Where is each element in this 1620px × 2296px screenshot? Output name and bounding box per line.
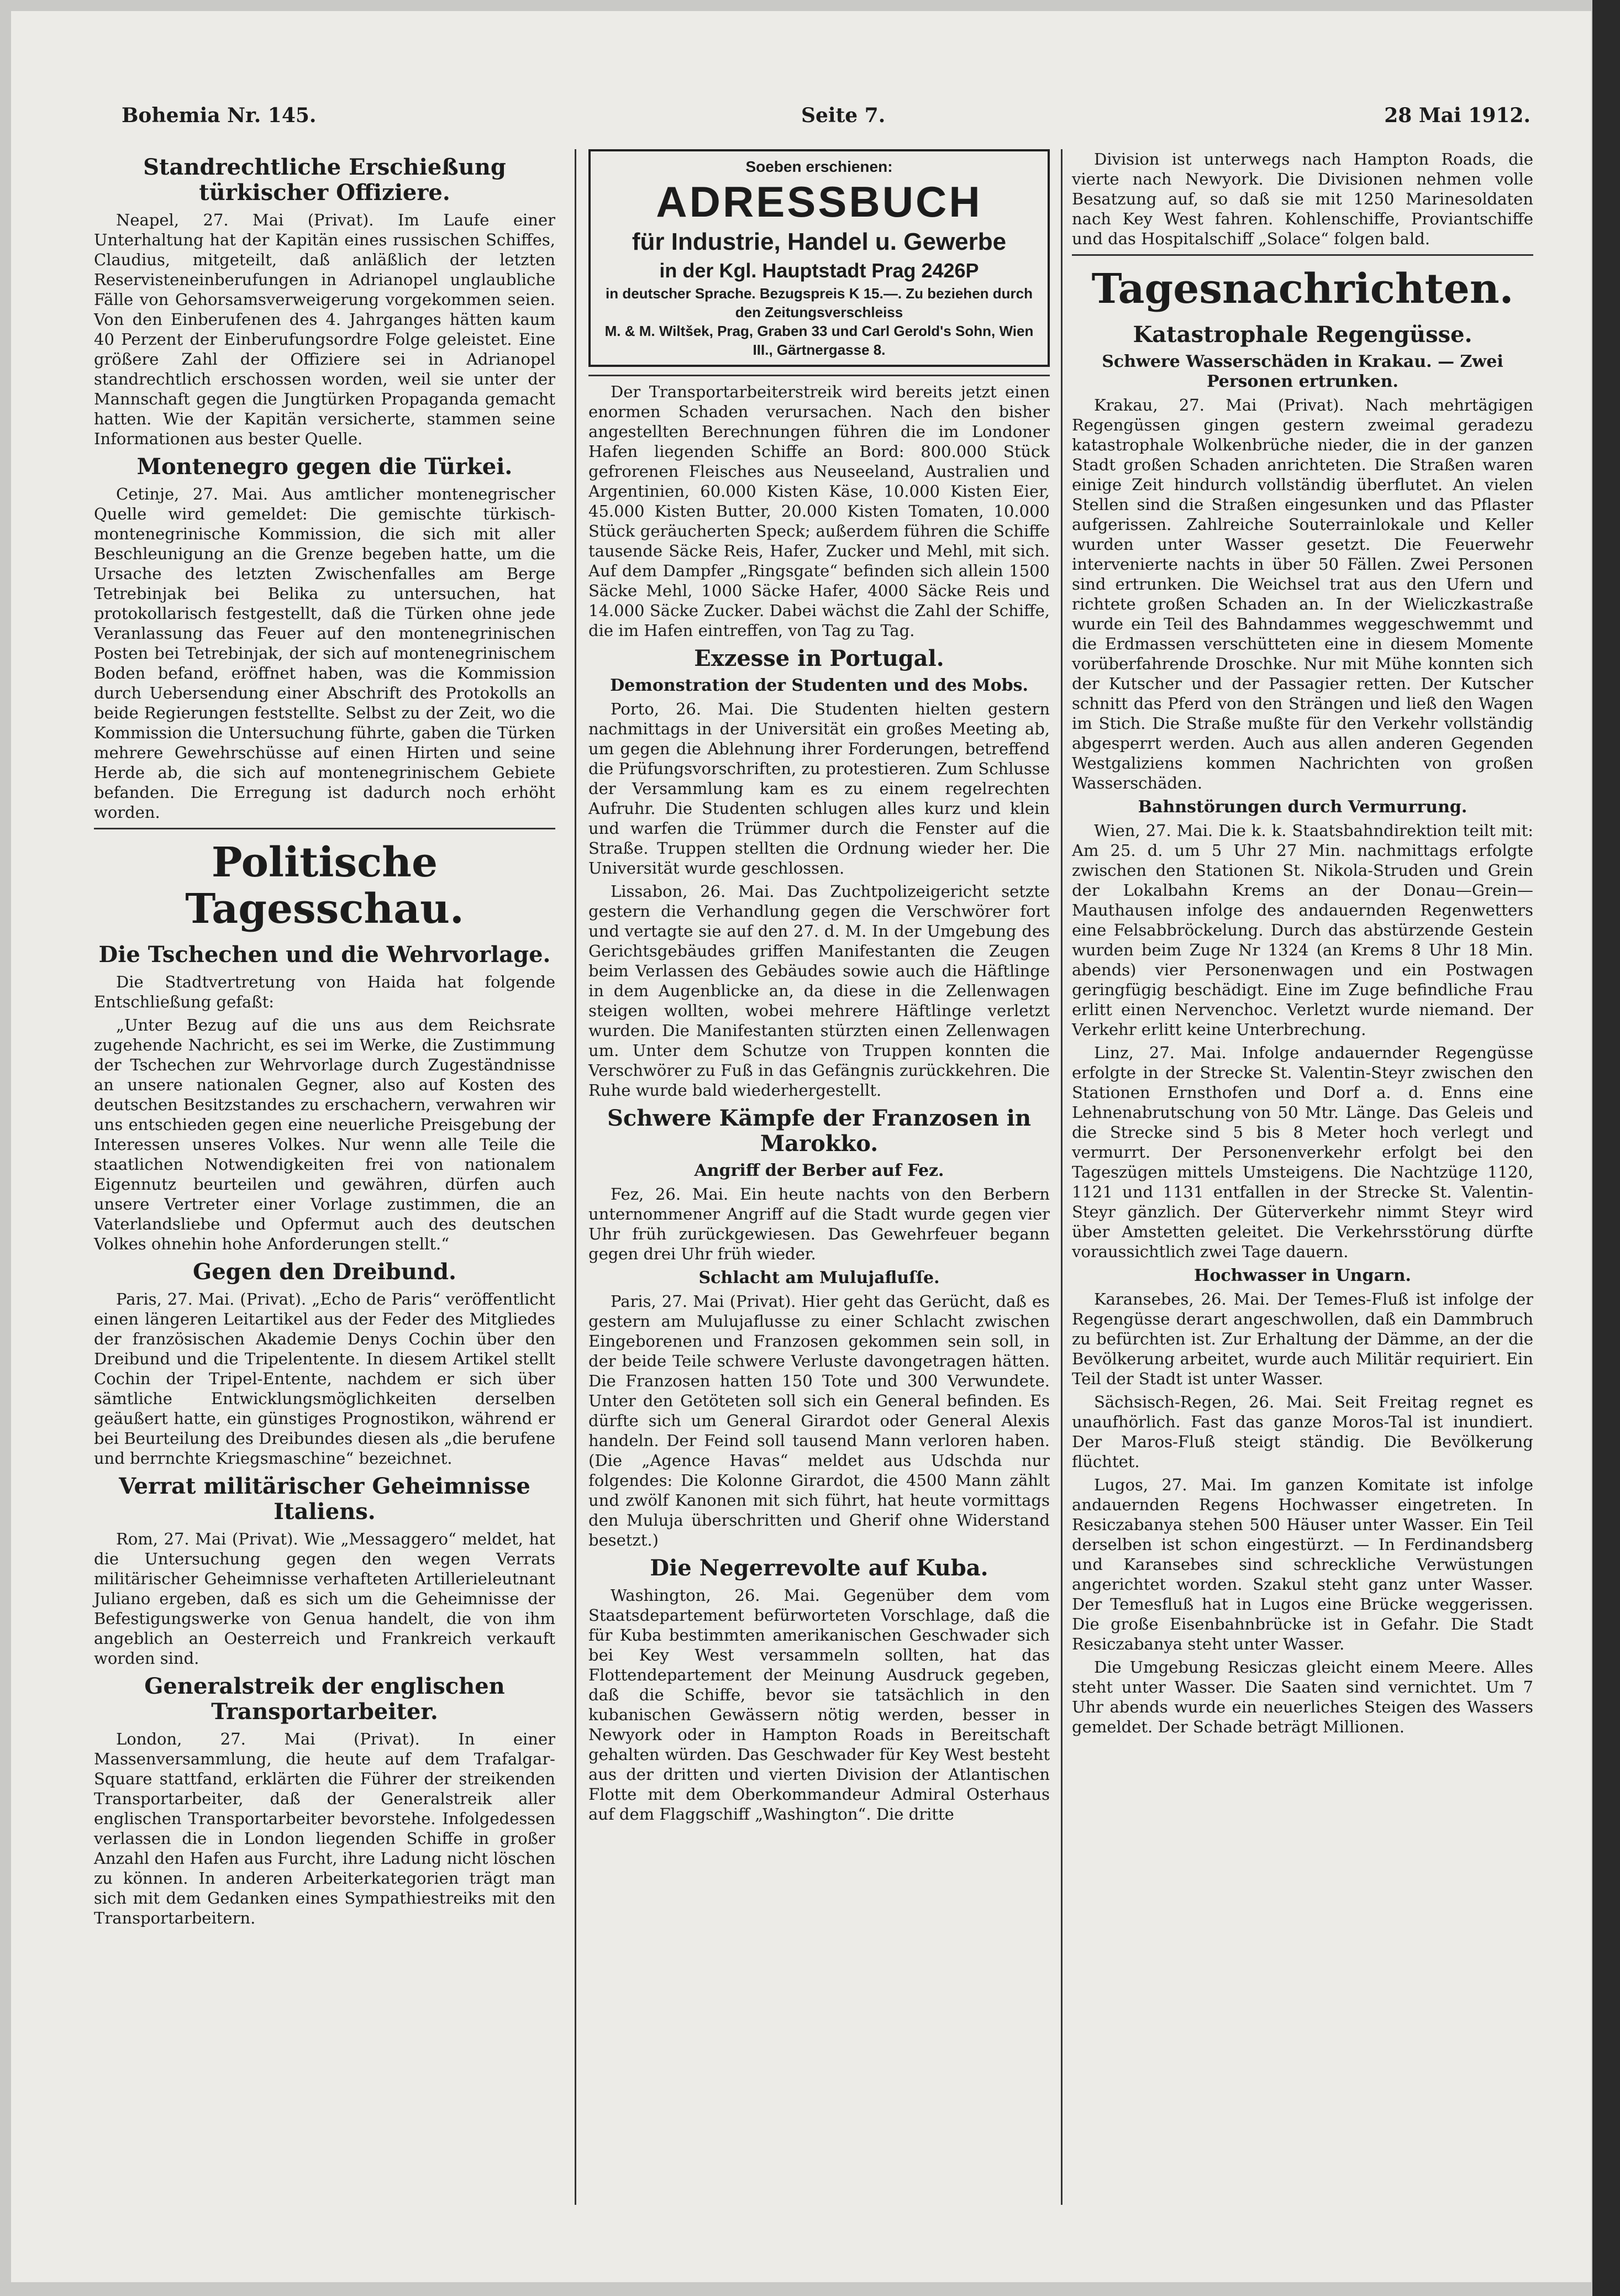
divider — [588, 375, 1050, 376]
article-text: Der Transportarbeiterstreik wird bereits jetzt einen enormen Schaden verursachen. Nach den bisher angestellten Berechnungen führen die im Londoner Hafen liegenden Schiffe an Bord: 800.000 Stück gefrorenen Fleisches aus Neuseeland, Australien und Argentinien, 60.000 Kisten Käse, 10.000 Kisten Eier, 45.000 Kisten Butter, 20.000 Kisten Tomaten, 10.000 Stück geräucherten Speck; außerdem führen die Schiffe tausende Säcke Reis, Hafer, Zucker und Mehl, mit sich. Auf dem Dampfer „Ringsgate“ befinden sich allein 1500 Säcke Mehl, 1000 Säcke Hafer, 4000 Säcke Reis und 14.000 Säcke Zucker. Dabei wächst die Zahl der Schiffe, die im Hafen eintreffen, von Tag zu Tag. — [588, 382, 1050, 640]
article-text: Division ist unterwegs nach Hampton Roads, die vierte nach Newyork. Die Divisionen nehmen volle Besatzung auf, so daß sie mit 1250 Marinesoldaten nach Key West fahren. Kohlenschiffe, Proviantschiffe und das Hospitalschiff „Solace“ folgen bald. — [1072, 150, 1533, 248]
header-page-number: Seite 7. — [801, 104, 886, 127]
article-subtitle: Schlacht am Mulujafluſſe. — [698, 1268, 940, 1288]
article-text: Paris, 27. Mai (Privat). Hier geht das Gerücht, daß es gestern am Mulujaflusse zu einer Schlacht zwischen Eingeborenen und Franzosen gekommen sein soll, in der beide Teile schwere Verluste davongetragen hätten. Die Franzosen hatten 150 Tote und 300 Verwundete. Unter den Getöteten soll sich ein General befinden. Es dürfte sich um General Girardot oder General Alexis handeln. Der Feind soll tausend Mann verloren haben. (Die „Agence Havas“ meldet aus Udschda nur folgendes: Die Kolonne Girardot, die 4500 Mann zählt und zwölf Kanonen mit sich führt, hat heute vormittags den Muluja überschritten und Gherif ohne Widerstand besetzt.) — [588, 1292, 1050, 1549]
article-title: Standrechtliche Erschießung türkischer Offiziere. — [143, 154, 506, 206]
section-title: Politische Tagesschau. — [185, 839, 464, 933]
article-title: Gegen den Dreibund. — [193, 1259, 456, 1285]
article-text: Wien, 27. Mai. Die k. k. Staatsbahndirektion teilt mit: Am 25. d. um 5 Uhr 27 Min. nachmittags erfolgte zwischen den Stationen St. Nikola-Struden und Grein der Lokalbahn Krems an der Donau—Grein—Mauthausen infolge des andauernden Regenwetters eine Felsabbröckelung. Durch das abstürzende Gestein wurden beim Zuge Nr 1324 (an Krems 8 Uhr 18 Min. abends) vier Personenwagen und ein Postwagen geringfügig beschädigt. Eine im Zuge befindliche Frau erlitt einen Nervenchoc. Verletzt wurde niemand. Der Verkehr erlitt keine Unterbrechung. — [1072, 821, 1533, 1039]
ad-headline: ADRESSBUCH — [656, 177, 982, 226]
article-text: Fez, 26. Mai. Ein heute nachts von den Berbern unternommener Angriff auf die Stadt wurde gegen vier Uhr früh zurückgewiesen. Das Gewehrfeuer begann gegen drei Uhr früh wieder. — [588, 1185, 1050, 1263]
article-text: Cetinje, 27. Mai. Aus amtlicher montenegrischer Quelle wird gemeldet: Die gemischte türkisch-montenegrinische Kommission, die sich mit aller Beschleunigung an die Grenze begeben hatte, um die Ursache des letzten Zwischenfalles am Berge Tetrebinjak bei Belika zu untersuchen, hat protokollarisch festgestellt, daß die Türken ohne jede Veranlassung das Feuer auf den montenegrinischen Posten bei Tetrebinjak, der sich auf montenegrinischem Boden befand, eröffnet haben, was die Kommission durch Uebersendung einer Abschrift des Protokolls an beide Regierungen feststellte. Selbst zu der Zeit, wo die Kommission die Untersuchung führte, gaben die Türken mehrere Gewehrschüsse auf einen Hirten und seine Herde ab, die sich auf montenegrinischem Gebiete befanden. Die Erregung ist dadurch noch erhöht worden. — [94, 485, 555, 822]
column-divider — [1061, 149, 1063, 2205]
divider — [1072, 254, 1533, 256]
article-title: Die Negerrevolte auf Kuba. — [650, 1555, 988, 1581]
article-text: Rom, 27. Mai (Privat). Wie „Messaggero“ meldet, hat die Untersuchung gegen den wegen Verrats militärischer Geheimnisse verhafteten Artillerieleutnant Juliano ergeben, daß es sich um die Geheimnisse der Befestigungswerke von Genua handelt, die von ihm angeblich an Oesterreich und Frankreich verkauft worden sind. — [94, 1530, 555, 1668]
header-issue: Bohemia Nr. 145. — [122, 104, 317, 127]
column-2 — [588, 149, 1050, 1827]
article-subtitle: Demonstration der Studenten und des Mobs. — [610, 676, 1028, 695]
article-subtitle: Schwere Wasserschäden in Krakau. — Zwei Personen ertrunken. — [1102, 352, 1503, 391]
newspaper-page — [11, 11, 1591, 2282]
article-text: Krakau, 27. Mai (Privat). Nach mehrtägigen Regengüssen gingen gestern zweimal geradezu katastrophale Wolkenbrüche nieder, die in der ganzen Stadt großen Schaden anrichteten. Die Straßen waren einige Zeit hindurch vollständig überflutet. An vielen Stellen sind die Straßen eingesunken und das Pflaster aufgerissen. Zahlreiche Souterrainlokale und Keller wurden unter Wasser gesetzt. Die Feuerwehr intervenierte nachts in über 50 Fällen. Zwei Personen sind ertrunken. Die Weichsel trat aus den Ufern und richtete großen Schaden an. In der Wieliczkastraße wurde ein Teil des Bahndammes weggeschwemmt und die Erdmassen verschütteten eine in diesem Momente vorüberfahrende Droschke. Nur mit Mühe konnten sich der Kutscher und der Passagier retten. Der Kutscher schnitt das Pferd von den Strängen und ließ den Wagen im Stich. Die Straße mußte für den Verkehr vollständig abgesperrt werden. Auch aus allen anderen Gegenden Westgaliziens kommen Nachrichten von großen Wasserschäden. — [1072, 396, 1533, 792]
article-text: Linz, 27. Mai. Infolge andauernder Regengüsse erfolgte in der Strecke St. Valentin-Steyr zwischen den Stationen Ernsthofen und Dorf a. d. Enns eine Lehnenabrutschung von 50 Mtr. Länge. Das Geleis und die Strecke sind 5 bis 8 Meter hoch verlegt und vermurrt. Der Personenverkehr erfolgt bei den Tageszügen mittels Umsteigens. Die Nachtzüge 1120, 1121 und 1131 entfallen in der Strecke St. Valentin-Steyr gänzlich. Der Güterverkehr nimmt Steyr wird über Amstetten geleitet. Die Verkehrsstörung dürfte voraussichtlich zwei Tage dauern. — [1072, 1043, 1533, 1261]
article-text: Karansebes, 26. Mai. Der Temes-Fluß ist infolge der Regengüsse derart angeschwollen, daß ein Dammbruch zu befürchten ist. Zur Erhaltung der Dämme, an der die Bevölkerung arbeitet, wurde auch Militär requiriert. Ein Teil der Stadt ist unter Wasser. — [1072, 1290, 1533, 1388]
article-text: Die Stadtvertretung von Haida hat folgende Entschließung gefaßt: — [94, 973, 555, 1011]
article-title: Exzesse in Portugal. — [694, 645, 944, 671]
ad-line: M. & M. Wiltšek, Prag, Graben 33 und Carl Gerold's Sohn, Wien III., Gärtnergasse 8. — [604, 323, 1034, 358]
ad-line: in deutscher Sprache. Bezugspreis K 15.—. Zu beziehen durch den Zeitungsverschleiss — [606, 285, 1033, 321]
column-3 — [1072, 149, 1533, 1740]
article-title: Montenegro gegen die Türkei. — [136, 454, 513, 480]
page-edge — [1592, 0, 1620, 2296]
article-subtitle: Hochwasser in Ungarn. — [1194, 1266, 1411, 1285]
article-text: Lissabon, 26. Mai. Das Zuchtpolizeigericht setzte gestern die Verhandlung gegen die Verschwörer fort und vertagte sie auf den 27. d. M. In der Umgebung des Gerichtsgebäudes griffen Manifestanten die Zeugen beim Verlassen des Gebäudes sowie auch die Häftlinge in dem Augenblicke an, da diese in die Zellenwagen steigen wollten, wobei mehrere Häftlinge verletzt wurden. Die Manifestanten stürzten einen Zellenwagen um. Unter dem Schutze von Truppen konnten die Verschwörer zu Fuß in das Gefängnis zurückkehren. Die Ruhe wurde bald wiederhergestellt. — [588, 882, 1050, 1100]
page-header — [122, 104, 1530, 137]
article-subtitle: Bahnstörungen durch Vermurrung. — [1138, 797, 1468, 817]
article-title: Generalstreik der englischen Transportarbeiter. — [144, 1673, 505, 1725]
article-text: Neapel, 27. Mai (Privat). Im Laufe einer Unterhaltung hat der Kapitän eines russischen Schiffes, Claudius, mitgeteilt, daß anläßlich der letzten Reservisteneinberufungen in Adrianopel unglaubliche Fälle von Gehorsamsverweigerung vorgekommen seien. Von den Einberufenen des 4. Jahrganges hätten kaum 40 Perzent der Einberufungsordre Folge geleistet. Eine größere Zahl der Offiziere sei in Adrianopel standrechtlich erschossen worden, weil sie unter der Mannschaft gegen die Jungtürken Propaganda gemacht hatten. Wie der Kapitän versicherte, stammen seine Informationen aus bester Quelle. — [94, 211, 555, 448]
section-title: Tagesnachrichten. — [1091, 265, 1514, 313]
article-text: „Unter Bezug auf die uns aus dem Reichsrate zugehende Nachricht, es sei im Werke, die Zustimmung der Tschechen zur Wehrvorlage durch Zugeständnisse an unsere nationalen Gegner, also auf Kosten des deutschen Besitzstandes zu erschachern, verwahren wir uns entschieden gegen eine neuerliche Preisgebung der Interessen unseres Volkes. Nur wenn alle Teile die staatlichen Notwendigkeiten frei von nationalem Eigennutz beurteilen und gewähren, dürfen auch unsere Vertreter einer Vorlage zustimmen, die an Vaterlandsliebe und Opfermut auch des deutschen Volkes ohnehin hohe Anforderungen stellt.“ — [94, 1016, 555, 1253]
ad-line: für Industrie, Handel u. Gewerbe — [632, 228, 1007, 255]
article-title: Schwere Kämpfe der Franzosen in Marokko. — [607, 1105, 1032, 1157]
article-text: Paris, 27. Mai. (Privat). „Echo de Paris“ veröffentlicht einen längeren Leitartikel aus der Feder des Mitgliedes der französischen Akademie Denys Cochin über den Dreibund und die Tripelentente. In diesem Artikel stellt Cochin der Tripel-Entente, nachdem er sich über sämtliche Entwicklungsmöglichkeiten derselben geäußert hatte, ein günstiges Prognostikon, während er bei Beurteilung des Dreibundes diesen als „die berufene und berrnchte Kriegsmaschine“ bezeichnet. — [94, 1290, 555, 1468]
article-title: Die Tschechen und die Wehrvorlage. — [98, 942, 551, 968]
article-text: Die Umgebung Resiczas gleicht einem Meere. Alles steht unter Wasser. Die Saaten sind vernichtet. Um 7 Uhr abends wurde ein neuerliches Steigen des Wassers gemeldet. Der Schade beträgt Millionen. — [1072, 1658, 1533, 1736]
ad-line: in der Kgl. Hauptstadt Prag 2426P — [659, 259, 979, 282]
divider — [94, 828, 555, 829]
column-divider — [575, 149, 576, 2205]
article-text: Sächsisch-Regen, 26. Mai. Seit Freitag regnet es unaufhörlich. Fast das ganze Moros-Tal ist inundiert. Der Maros-Fluß steigt ständig. Die Bevölkerung flüchtet. — [1072, 1393, 1533, 1471]
article-text: London, 27. Mai (Privat). In einer Massenversammlung, die heute auf dem Trafalgar-Square stattfand, erklärten die Führer der streikenden Transportarbeiter, daß der Generalstreik aller englischen Transportarbeiter bevorstehe. Infolgedessen verlassen die in London liegenden Schiffe in großer Anzahl den Hafen aus Furcht, ihre Ladung nicht löschen zu können. In anderen Arbeiterkategorien trägt man sich mit dem Gedanken eines Sympathiestreiks mit den Transportarbeitern. — [94, 1730, 555, 1927]
ad-line: Soeben erschienen: — [745, 158, 893, 175]
article-subtitle: Angriff der Berber auf Fez. — [694, 1161, 944, 1180]
article-title: Verrat militärischer Geheimnisse Italiens. — [119, 1473, 530, 1525]
column-1 — [94, 149, 555, 1931]
article-text: Lugos, 27. Mai. Im ganzen Komitate ist infolge andauernden Regens Hochwasser eingetreten. In Resiczabanya stehen 500 Häuser unter Wasser. Ein Teil derselben ist schon eingestürzt. — In Ferdinandsberg und Karansebes sind schreckliche Verwüstungen angerichtet worden. Szakul steht ganz unter Wasser. Der Temesfluß hat in Lugos eine Brücke weggerissen. Die große Eisenbahnbrücke ist in Gefahr. Die Stadt Resiczabanya steht unter Wasser. — [1072, 1475, 1533, 1653]
article-text: Washington, 26. Mai. Gegenüber dem vom Staatsdepartement befürworteten Vorschlage, daß die für Kuba bestimmten amerikanischen Geschwader sich bei Key West versammeln sollten, hat das Flottendepartement der Meinung Ausdruck gegeben, daß die Schiffe, bevor sie tatsächlich in den kubanischen Gewässern nötig werden, besser in Newyork oder in Hampton Roads in Bereitschaft gehalten würden. Das Geschwader für Key West besteht aus der dritten und vierten Division der Atlantischen Flotte mit dem Oberkommandeur Admiral Osterhaus auf dem Flaggschiff „Washington“. Die dritte — [588, 1586, 1050, 1824]
advertisement — [588, 149, 1050, 367]
article-title: Katastrophale Regengüsse. — [1133, 322, 1472, 348]
header-date: 28 Mai 1912. — [1384, 104, 1530, 127]
article-text: Porto, 26. Mai. Die Studenten hielten gestern nachmittags in der Universität ein großes Meeting ab, um gegen die Ablehnung ihrer Forderungen, betreffend die Prüfungsvorschriften, zu protestieren. Zum Schlusse der Versammlung kam es zu einem regelrechten Aufruhr. Die Studenten schlugen alles kurz und klein und warfen die Trümmer durch die Fenster auf die Straße. Truppen stellten die Ordnung wieder her. Die Universität wurde geschlossen. — [588, 700, 1050, 878]
